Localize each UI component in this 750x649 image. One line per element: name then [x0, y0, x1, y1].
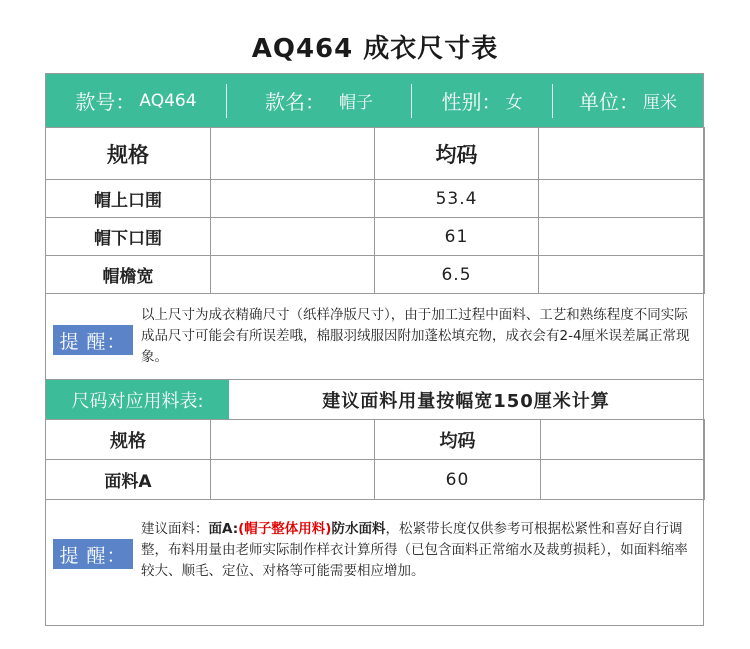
empty-cell: [539, 128, 705, 180]
style-number-cell: [46, 74, 226, 127]
header-divider: [552, 84, 553, 118]
style-name-cell: [227, 74, 411, 127]
gender-cell: [412, 74, 552, 127]
size-header: 均码: [375, 128, 539, 180]
row-value: 61: [375, 218, 539, 256]
fabric-section-header: [46, 380, 703, 420]
reminder-text: 以上尺寸为成衣精确尺寸（纸样净版尺寸），由于加工过程中面料、工艺和熟练程度不同实际成品尺寸可能会有所误差哦，棉服羽绒服因附加蓬松填充物，成衣会有2-4厘米误差属正常现象。: [141, 307, 690, 365]
empty-cell: [211, 180, 375, 218]
empty-cell: [211, 420, 375, 460]
empty-cell: [211, 256, 375, 294]
unit-value: 厘米: [643, 93, 677, 113]
table-header-row: [46, 420, 705, 460]
empty-cell: [539, 256, 705, 294]
advice-prefix: 建议面料：: [141, 521, 209, 537]
reminder-badge: 提 醒：: [53, 539, 133, 569]
table-header-row: [46, 128, 705, 180]
row-label: 帽檐宽: [46, 256, 211, 294]
table-row: [46, 218, 705, 256]
unit-label: 单位：: [579, 90, 639, 114]
empty-cell: [539, 218, 705, 256]
page-title: AQ464 成衣尺寸表: [251, 34, 499, 64]
gender-label: 性别：: [441, 90, 502, 114]
table-row: [46, 180, 705, 218]
gender-value: 女: [505, 93, 523, 113]
row-label: 面料A: [46, 460, 211, 500]
advice-fabric-a: 面A:: [208, 521, 239, 537]
spec-header: 规格: [46, 420, 211, 460]
table-row: [46, 460, 705, 500]
style-name-label: 款名：: [265, 90, 325, 114]
empty-cell: [539, 180, 705, 218]
row-value: 60: [375, 460, 541, 500]
advice-body: ，松紧带长度仅供参考可根据松紧性和喜好自行调整，布料用量由老师实际制作样衣计算所得（已包含面料正常缩水及裁剪损耗），如面料缩率较大、顺毛、定位、对格等可能需要相应增加。: [141, 521, 688, 579]
unit-cell: [553, 74, 703, 127]
fabric-table: [45, 419, 705, 500]
header-divider: [411, 84, 412, 118]
info-header-bar: [46, 74, 703, 127]
size-table: [45, 127, 705, 294]
empty-cell: [211, 460, 375, 500]
advice-highlight: (帽子整体用料): [238, 521, 332, 537]
advice-fabric-type: 防水面料: [331, 521, 386, 537]
empty-cell: [211, 128, 375, 180]
style-name-value: 帽子: [339, 93, 373, 113]
row-value: 6.5: [375, 256, 539, 294]
spec-header: 规格: [46, 128, 211, 180]
row-label: 帽上口围: [46, 180, 211, 218]
row-label: 帽下口围: [46, 218, 211, 256]
fabric-section-title: 尺码对应用料表:: [46, 380, 229, 419]
fabric-advice-text: [141, 519, 696, 582]
empty-cell: [211, 218, 375, 256]
fabric-section-subtitle: 建议面料用量按幅宽150厘米计算: [322, 390, 610, 412]
size-header: 均码: [375, 420, 541, 460]
style-number-value: AQ464: [139, 90, 197, 111]
empty-cell: [541, 460, 705, 500]
reminder-badge: 提 醒：: [53, 325, 133, 355]
header-divider: [226, 84, 227, 118]
table-row: [46, 256, 705, 294]
empty-cell: [541, 420, 705, 460]
style-number-label: 款号：: [75, 90, 136, 114]
row-value: 53.4: [375, 180, 539, 218]
